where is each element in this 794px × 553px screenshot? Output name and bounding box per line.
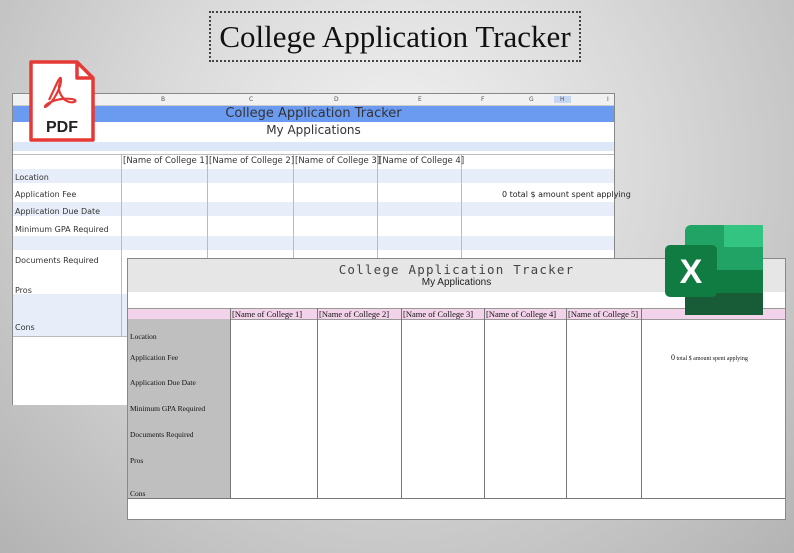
page-banner-title: College Application Tracker [209, 11, 581, 62]
column-letter: F [481, 96, 485, 103]
column-letter: H [554, 96, 571, 103]
row-label: Cons [15, 323, 35, 332]
column-letter: E [418, 96, 422, 103]
grid-line [641, 308, 642, 498]
column-letter: D [334, 96, 339, 103]
column-header-bar [13, 94, 614, 106]
row-label: Application Fee [130, 353, 179, 362]
row-label: Minimum GPA Required [15, 225, 109, 234]
row-label: Location [130, 332, 157, 341]
grid-line [230, 308, 231, 498]
college-column-header: [Name of College 1] [123, 156, 209, 166]
header-band [13, 142, 614, 151]
row-label: Application Due Date [130, 378, 196, 387]
college-column-header: [Name of College 5] [568, 309, 639, 319]
row-label: Documents Required [130, 430, 194, 439]
column-letter: I [607, 96, 609, 103]
row-label: Pros [130, 456, 144, 465]
total-value: 0 [671, 353, 675, 362]
row-label: Pros [15, 286, 32, 295]
college-column-header: [Name of College 4] [379, 156, 465, 166]
row-label: Location [15, 173, 49, 182]
row-label: Minimum GPA Required [130, 404, 206, 413]
total-label: total $ amount spent applying [509, 190, 631, 199]
college-column-header: [Name of College 3] [403, 309, 474, 319]
pdf-file-icon [27, 58, 97, 144]
grid-line [317, 308, 318, 498]
grid-line [128, 498, 785, 499]
pdf-label: PDF [46, 119, 78, 136]
college-column-header: [Name of College 2] [209, 156, 295, 166]
college-column-header: [Name of College 1] [232, 309, 303, 319]
sheet-title: College Application Tracker [338, 262, 575, 277]
empty-area [13, 336, 129, 405]
excel-icon [665, 225, 765, 317]
sheet-subtitle: My Applications [421, 277, 492, 288]
excel-label: X [679, 253, 703, 291]
row-band [13, 202, 614, 216]
column-letter: G [529, 96, 534, 103]
grid-line [566, 308, 567, 498]
row-label: Cons [130, 489, 146, 498]
college-column-header: [Name of College 3] [295, 156, 381, 166]
total-spent-text [502, 190, 631, 199]
sheet-subtitle: My Applications [13, 122, 614, 138]
college-column-header: [Name of College 4] [486, 309, 557, 319]
row-band [13, 169, 614, 183]
grid-line [484, 308, 485, 498]
sheet-title: College Application Tracker [13, 106, 614, 122]
college-column-header: [Name of College 2] [319, 309, 390, 319]
total-value: 0 [502, 190, 508, 199]
row-label: Application Due Date [15, 207, 101, 216]
total-spent-text [671, 353, 748, 362]
grid-line [401, 308, 402, 498]
row-label: Application Fee [15, 190, 77, 199]
total-label: total $ amount spent applying [676, 356, 748, 362]
grid-line [13, 154, 614, 155]
row-label: Documents Required [15, 256, 99, 265]
column-letter: C [249, 96, 254, 103]
row-band [13, 236, 614, 250]
column-letter: B [161, 96, 166, 103]
